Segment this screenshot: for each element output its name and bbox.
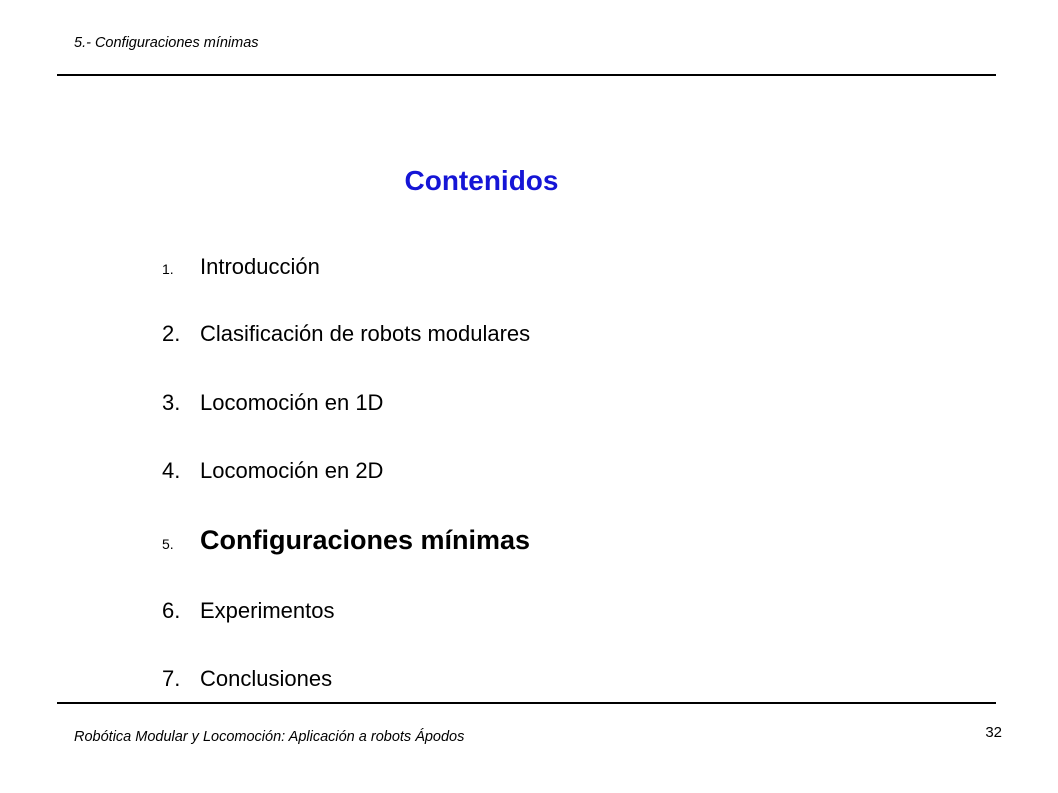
- toc-item-number: 4.: [162, 458, 181, 483]
- toc-item-number: 3.: [162, 390, 181, 415]
- header-divider: [57, 74, 996, 76]
- toc-item-label-current: Configuraciones mínimas: [200, 525, 531, 555]
- toc-item-number: 2.: [162, 321, 181, 346]
- toc-item-label: Clasificación de robots modulares: [200, 321, 531, 346]
- page-title: Contenidos: [404, 165, 559, 196]
- section-title: 5.- Configuraciones mínimas: [74, 35, 259, 51]
- toc-item-number: 6.: [162, 598, 181, 623]
- toc-item-conclusiones: [162, 662, 332, 696]
- footer-divider: [57, 702, 996, 704]
- toc-item-number: 7.: [162, 666, 181, 691]
- toc-item-label: Locomoción en 2D: [200, 458, 384, 483]
- page-number: 32: [985, 724, 1002, 741]
- footer-course-title: Robótica Modular y Locomoción: Aplicación a robots Ápodos: [74, 729, 465, 745]
- toc-item-number: 1.: [162, 261, 174, 277]
- toc-item-experimentos: [162, 594, 335, 628]
- toc-item-locomocion-2d: [162, 454, 383, 488]
- toc-item-label: Locomoción en 1D: [200, 390, 384, 415]
- toc-item-introduccion: [162, 250, 320, 284]
- toc-item-label: Introducción: [200, 254, 320, 279]
- toc-item-clasificacion: [162, 317, 530, 351]
- toc-item-locomocion-1d: [162, 386, 383, 420]
- toc-item-number: 5.: [162, 536, 174, 552]
- toc-item-configuraciones-minimas: [162, 523, 530, 557]
- toc-item-label: Experimentos: [200, 598, 335, 623]
- toc-item-label: Conclusiones: [200, 666, 333, 691]
